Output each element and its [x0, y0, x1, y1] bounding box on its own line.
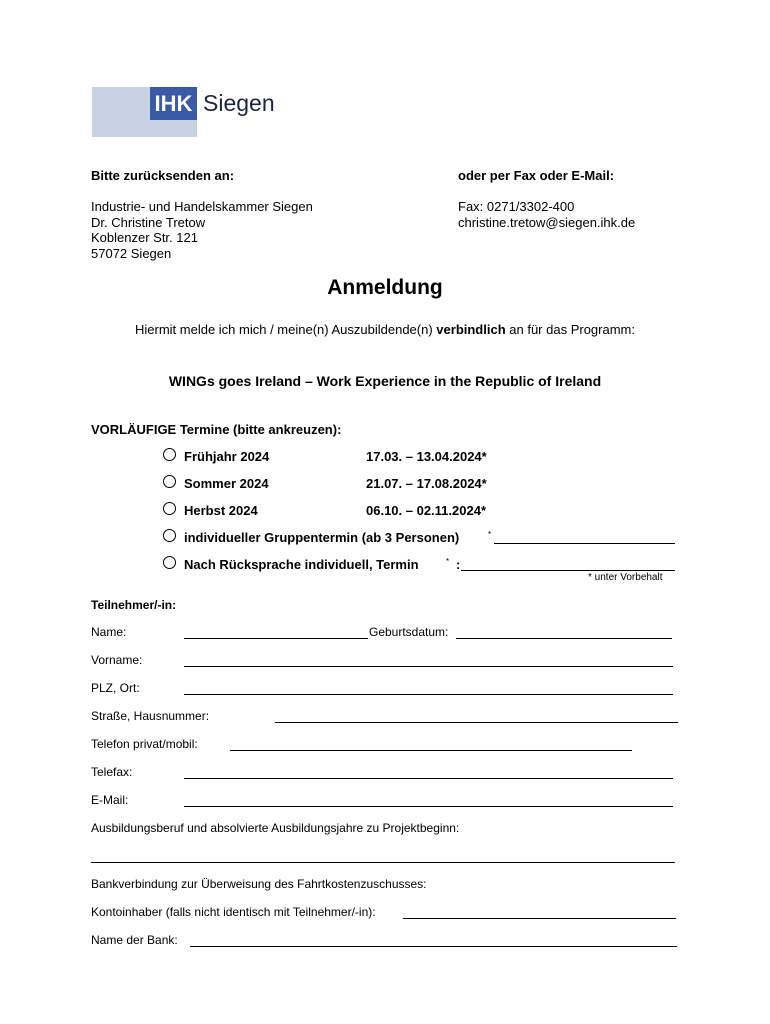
option-dates: 06.10. – 02.11.2024*	[366, 503, 487, 518]
fax-field[interactable]	[184, 778, 673, 779]
radio-herbst[interactable]	[163, 502, 176, 515]
dates-heading: VORLÄUFIGE Termine (bitte ankreuzen):	[91, 422, 342, 437]
intro-bold: verbindlich	[436, 322, 506, 337]
account-holder-label: Kontoinhaber (falls nicht identisch mit Teilnehmer/-in):	[91, 905, 376, 919]
footnote-mark: *	[488, 530, 492, 539]
intro-after: an für das Programm:	[505, 322, 635, 337]
page-title: Anmeldung	[327, 276, 443, 299]
radio-sommer[interactable]	[163, 475, 176, 488]
participant-heading: Teilnehmer/-in:	[91, 598, 177, 612]
phone-label: Telefon privat/mobil:	[91, 737, 198, 751]
option-label: individueller Gruppentermin (ab 3 Personen)	[184, 530, 460, 545]
option-dates: 21.07. – 17.08.2024*	[366, 476, 487, 491]
radio-individuell[interactable]	[163, 556, 176, 569]
address-line: Koblenzer Str. 121	[91, 230, 198, 245]
program-title: WINGs goes Ireland – Work Experience in the Republic of Ireland	[168, 373, 602, 389]
logo-ihk: IHK	[150, 87, 197, 120]
footnote-mark: *	[446, 557, 450, 566]
option-label: Sommer 2024	[184, 476, 269, 491]
birthdate-label: Geburtsdatum:	[369, 625, 449, 639]
option-label: Frühjahr 2024	[184, 449, 270, 464]
bank-name-field[interactable]	[190, 946, 677, 947]
address-line: Dr. Christine Tretow	[91, 214, 206, 230]
name-field[interactable]	[184, 638, 368, 639]
street-field[interactable]	[275, 722, 678, 723]
reservation-note: * unter Vorbehalt	[588, 572, 663, 583]
email-address: christine.tretow@siegen.ihk.de	[458, 214, 636, 230]
intro-text	[0, 322, 770, 337]
fax-number: Fax: 0271/3302-400	[458, 199, 575, 214]
firstname-label: Vorname:	[91, 653, 143, 667]
colon: :	[456, 557, 461, 572]
radio-gruppentermin[interactable]	[163, 529, 176, 542]
bank-heading: Bankverbindung zur Überweisung des Fahrtkostenzuschusses:	[91, 877, 427, 891]
name-label: Name:	[91, 625, 127, 639]
bank-name-label: Name der Bank:	[91, 933, 178, 947]
training-label: Ausbildungsberuf und absolvierte Ausbildungsjahre zu Projektbeginn:	[91, 821, 460, 835]
option-dates: 17.03. – 13.04.2024*	[366, 449, 487, 464]
email-label: E-Mail:	[91, 793, 129, 807]
intro-before: Hiermit melde ich mich / meine(n) Auszubildende(n)	[135, 322, 437, 337]
individual-date-field[interactable]	[461, 570, 675, 571]
address-line: Industrie- und Handelskammer Siegen	[91, 199, 313, 214]
account-holder-field[interactable]	[403, 918, 676, 919]
radio-fruehjahr[interactable]	[163, 448, 176, 461]
training-field[interactable]	[91, 862, 675, 863]
address-line: 57072 Siegen	[91, 245, 172, 261]
fax-label: Telefax:	[91, 765, 133, 779]
group-date-field[interactable]	[494, 543, 675, 544]
phone-field[interactable]	[230, 750, 632, 751]
email-field[interactable]	[184, 806, 673, 807]
alt-contact-label: oder per Fax oder E-Mail:	[458, 168, 615, 183]
option-label: Herbst 2024	[184, 503, 258, 518]
option-label: Nach Rücksprache individuell, Termin	[184, 557, 419, 572]
zip-city-label: PLZ, Ort:	[91, 681, 140, 695]
birthdate-field[interactable]	[456, 638, 672, 639]
street-label: Straße, Hausnummer:	[91, 709, 210, 723]
logo-city: Siegen	[203, 90, 275, 116]
firstname-field[interactable]	[184, 666, 673, 667]
send-to-label: Bitte zurücksenden an:	[91, 168, 235, 183]
contact-block	[458, 199, 635, 230]
zip-city-field[interactable]	[184, 694, 673, 695]
address-block	[91, 199, 313, 261]
